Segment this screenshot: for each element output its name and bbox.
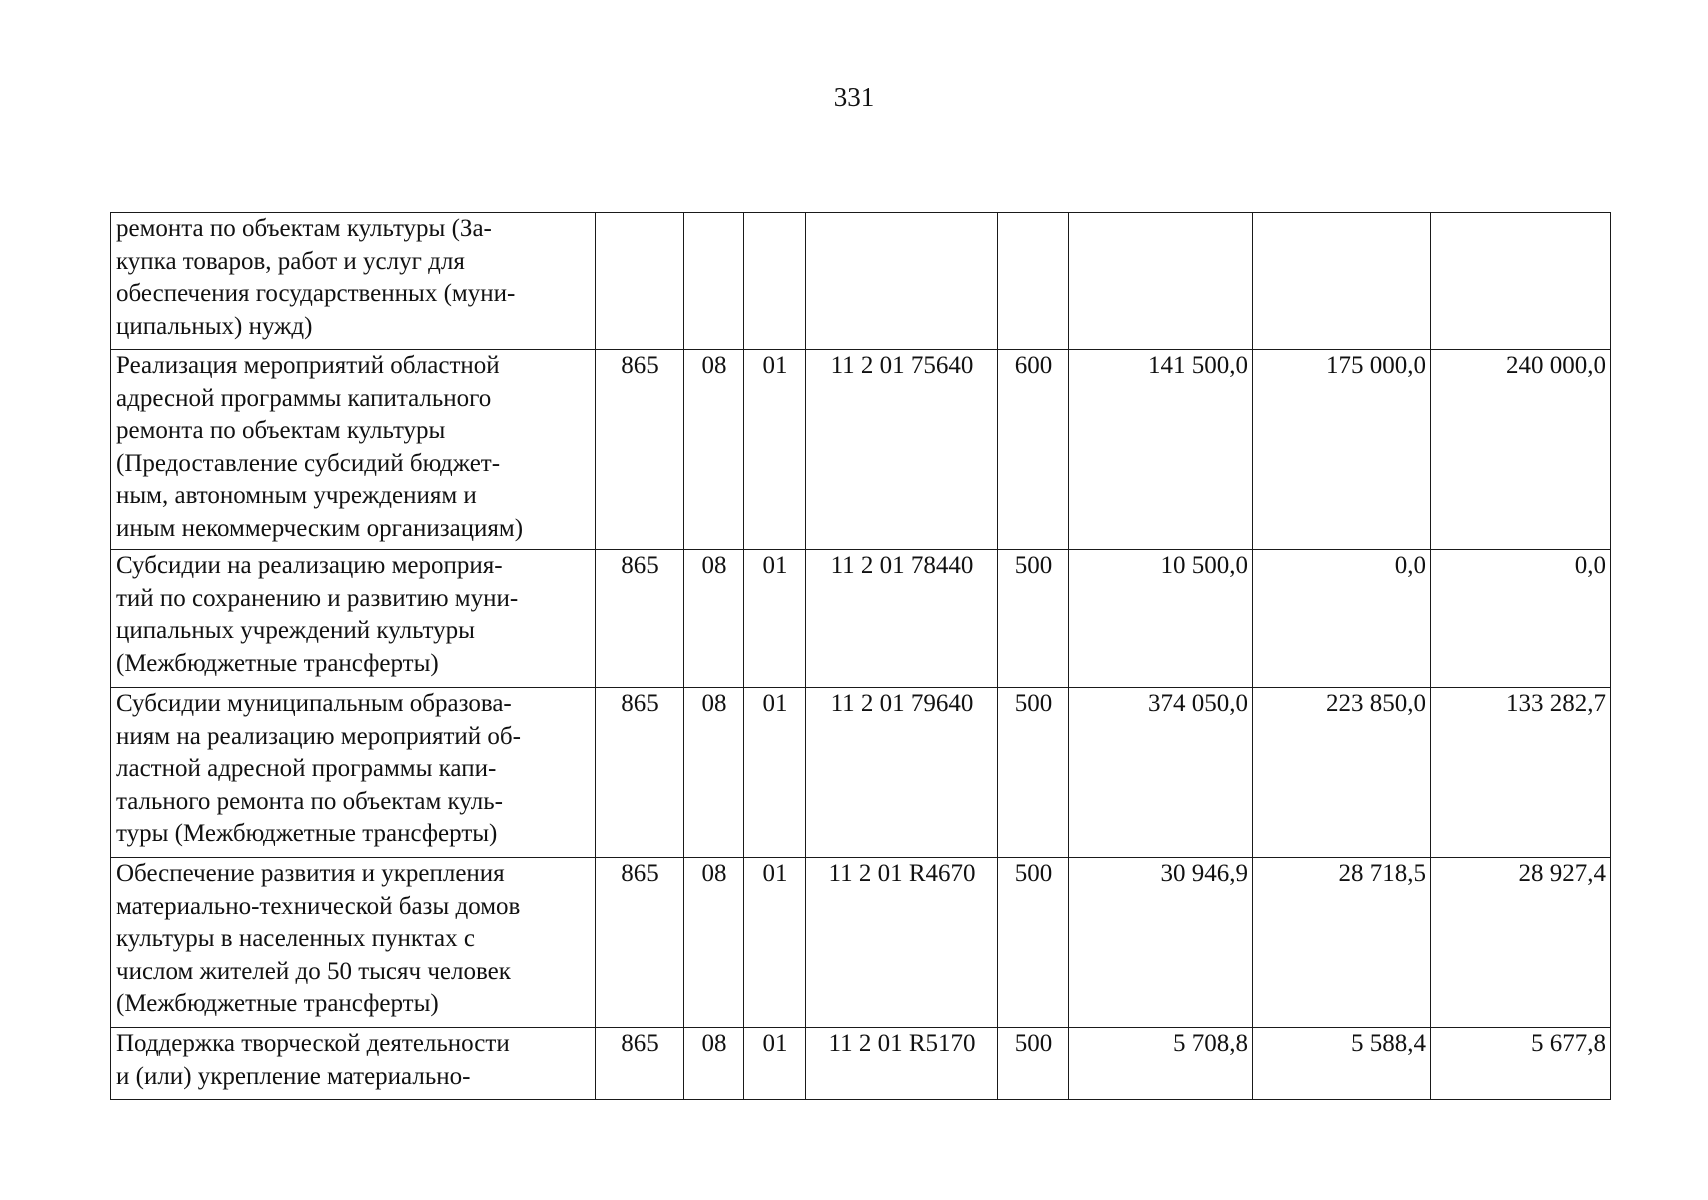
ved-cell: 865 — [596, 550, 684, 688]
row-name-line: ниям на реализацию мероприятий об- — [116, 722, 521, 750]
row-name-line: (Межбюджетные трансферты) — [116, 990, 439, 1017]
table-row — [111, 688, 1611, 858]
row-name-line: адресной программы капитального — [116, 384, 492, 412]
row-name-line: (Предоставление субсидий бюджет- — [116, 449, 501, 477]
amount-year3-cell: 0,0 — [1431, 550, 1611, 688]
amount-year1-cell: 30 946,9 — [1069, 858, 1253, 1028]
vr-cell: 500 — [998, 1028, 1069, 1100]
row-name-line: ластной адресной программы капи- — [116, 755, 497, 782]
amount-year2-cell: 0,0 — [1253, 550, 1431, 688]
csr-cell: 11 2 01 R4670 — [806, 858, 998, 1028]
table-row — [111, 350, 1611, 550]
row-name-cell — [111, 213, 596, 350]
amount-year1-cell — [1069, 213, 1253, 350]
amount-year3-cell: 5 677,8 — [1431, 1028, 1611, 1100]
row-name-line: Субсидии на реализацию мероприя- — [116, 552, 503, 579]
row-name-line: ремонта по объектам культуры — [116, 417, 446, 444]
csr-cell — [806, 213, 998, 350]
row-name-line: (Межбюджетные трансферты) — [116, 649, 439, 677]
amount-year2-cell: 5 588,4 — [1253, 1028, 1431, 1100]
rz-cell: 08 — [684, 858, 744, 1028]
row-name-cell — [111, 550, 596, 688]
table-row — [111, 1028, 1611, 1100]
pr-cell: 01 — [744, 858, 806, 1028]
pr-cell — [744, 213, 806, 350]
csr-cell: 11 2 01 79640 — [806, 688, 998, 858]
row-name-line: обеспечения государственных (муни- — [116, 280, 516, 307]
row-name-line: купка товаров, работ и услуг для — [116, 247, 465, 275]
ved-cell: 865 — [596, 858, 684, 1028]
amount-year3-cell: 133 282,7 — [1431, 688, 1611, 858]
pr-cell: 01 — [744, 688, 806, 858]
amount-year3-cell: 240 000,0 — [1431, 350, 1611, 550]
row-name-line: ципальных учреждений культуры — [116, 617, 475, 644]
amount-year3-cell — [1431, 213, 1611, 350]
rz-cell: 08 — [684, 350, 744, 550]
rz-cell: 08 — [684, 688, 744, 858]
rz-cell: 08 — [684, 550, 744, 688]
ved-cell: 865 — [596, 350, 684, 550]
amount-year2-cell: 175 000,0 — [1253, 350, 1431, 550]
amount-year1-cell: 141 500,0 — [1069, 350, 1253, 550]
rz-cell: 08 — [684, 1028, 744, 1100]
csr-cell: 11 2 01 75640 — [806, 350, 998, 550]
row-name-line: ным, автономным учреждениям и — [116, 482, 477, 509]
csr-cell: 11 2 01 78440 — [806, 550, 998, 688]
row-name-line: тий по сохранению и развитию муни- — [116, 584, 519, 612]
budget-table — [110, 212, 1611, 1100]
amount-year2-cell — [1253, 213, 1431, 350]
row-name-line: иным некоммерческим организациям) — [116, 514, 524, 542]
csr-cell: 11 2 01 R5170 — [806, 1028, 998, 1100]
ved-cell: 865 — [596, 1028, 684, 1100]
table-row — [111, 213, 1611, 350]
row-name-line: ципальных) нужд) — [116, 312, 313, 340]
vr-cell — [998, 213, 1069, 350]
row-name-line: и (или) укрепление материально- — [116, 1062, 471, 1090]
vr-cell: 500 — [998, 858, 1069, 1028]
pr-cell: 01 — [744, 550, 806, 688]
amount-year1-cell: 374 050,0 — [1069, 688, 1253, 858]
table-row — [111, 550, 1611, 688]
ved-cell — [596, 213, 684, 350]
row-name-line: Обеспечение развития и укрепления — [116, 860, 505, 887]
row-name-line: туры (Межбюджетные трансферты) — [116, 820, 498, 847]
pr-cell: 01 — [744, 350, 806, 550]
vr-cell: 500 — [998, 550, 1069, 688]
row-name-line: Поддержка творческой деятельности — [116, 1030, 510, 1057]
row-name-line: культуры в населенных пунктах с — [116, 925, 475, 952]
row-name-line: тального ремонта по объектам куль- — [116, 787, 503, 815]
row-name-line: числом жителей до 50 тысяч человек — [116, 957, 511, 985]
amount-year2-cell: 223 850,0 — [1253, 688, 1431, 858]
row-name-line: Реализация мероприятий областной — [116, 352, 500, 379]
row-name-line: Субсидии муниципальным образова- — [116, 690, 512, 717]
amount-year1-cell: 5 708,8 — [1069, 1028, 1253, 1100]
pr-cell: 01 — [744, 1028, 806, 1100]
vr-cell: 500 — [998, 688, 1069, 858]
row-name-line: ремонта по объектам культуры (За- — [116, 215, 492, 242]
row-name-cell — [111, 350, 596, 550]
row-name-cell — [111, 1028, 596, 1100]
amount-year3-cell: 28 927,4 — [1431, 858, 1611, 1028]
row-name-cell — [111, 688, 596, 858]
rz-cell — [684, 213, 744, 350]
ved-cell: 865 — [596, 688, 684, 858]
amount-year2-cell: 28 718,5 — [1253, 858, 1431, 1028]
amount-year1-cell: 10 500,0 — [1069, 550, 1253, 688]
vr-cell: 600 — [998, 350, 1069, 550]
table-row — [111, 858, 1611, 1028]
row-name-cell — [111, 858, 596, 1028]
row-name-line: материально-технической базы домов — [116, 892, 521, 920]
page-number: 331 — [833, 82, 875, 112]
